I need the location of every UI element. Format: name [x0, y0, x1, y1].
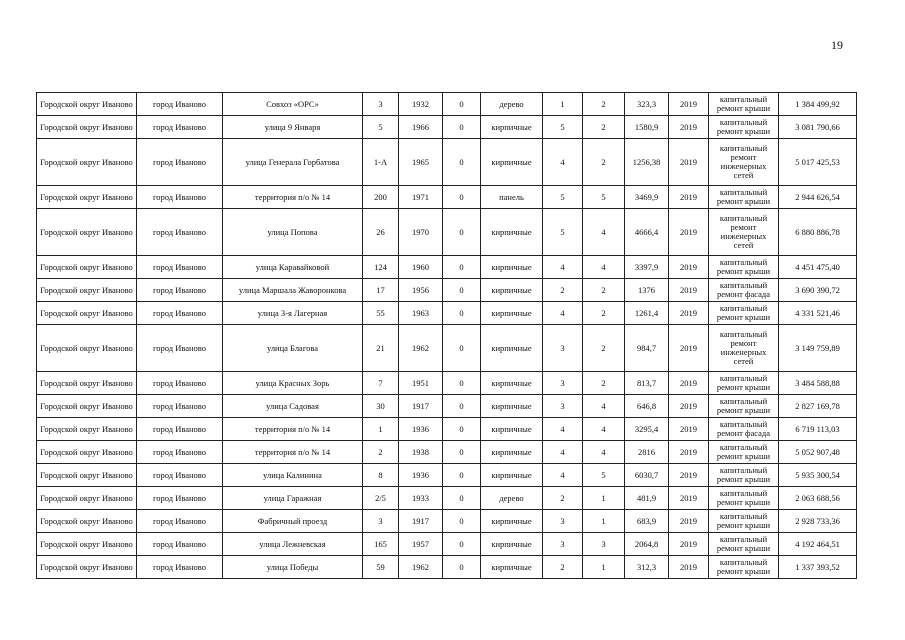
cell-wall-material: дерево [481, 93, 543, 116]
cell-plan-year: 2019 [669, 464, 709, 487]
cell-district: Городской округ Иваново [37, 533, 137, 556]
cell-work-type: капитальный ремонт инженерных сетей [709, 325, 779, 372]
cell-entrances: 5 [583, 186, 625, 209]
cell-entrances: 1 [583, 510, 625, 533]
cell-district: Городской округ Иваново [37, 464, 137, 487]
cell-plan-year: 2019 [669, 533, 709, 556]
cell-plan-year: 2019 [669, 279, 709, 302]
cell-city: город Иваново [137, 533, 223, 556]
cell-area: 3469,9 [625, 186, 669, 209]
cell-city: город Иваново [137, 139, 223, 186]
cell-floors: 5 [543, 186, 583, 209]
cell-last-overhaul-year: 0 [443, 372, 481, 395]
cell-house-number: 165 [363, 533, 399, 556]
cell-house-number: 30 [363, 395, 399, 418]
table-row [37, 533, 857, 556]
cell-work-type: капитальный ремонт крыши [709, 302, 779, 325]
cell-entrances: 4 [583, 441, 625, 464]
cell-build-year: 1932 [399, 93, 443, 116]
cell-cost: 6 719 113,03 [779, 418, 857, 441]
cell-plan-year: 2019 [669, 302, 709, 325]
cell-work-type: капитальный ремонт фасада [709, 418, 779, 441]
cell-floors: 4 [543, 441, 583, 464]
cell-district: Городской округ Иваново [37, 209, 137, 256]
table-row [37, 186, 857, 209]
cell-build-year: 1956 [399, 279, 443, 302]
cell-street: улица Красных Зорь [223, 372, 363, 395]
cell-area: 2816 [625, 441, 669, 464]
cell-house-number: 7 [363, 372, 399, 395]
cell-house-number: 59 [363, 556, 399, 579]
cell-work-type: капитальный ремонт крыши [709, 441, 779, 464]
cell-wall-material: дерево [481, 487, 543, 510]
cell-street: Фабричный проезд [223, 510, 363, 533]
cell-last-overhaul-year: 0 [443, 325, 481, 372]
cell-plan-year: 2019 [669, 510, 709, 533]
cell-wall-material: кирпичные [481, 116, 543, 139]
cell-floors: 4 [543, 464, 583, 487]
cell-plan-year: 2019 [669, 441, 709, 464]
cell-street: Совхоз «ОРС» [223, 93, 363, 116]
cell-build-year: 1960 [399, 256, 443, 279]
cell-wall-material: кирпичные [481, 418, 543, 441]
cell-area: 1376 [625, 279, 669, 302]
cell-house-number: 21 [363, 325, 399, 372]
cell-district: Городской округ Иваново [37, 186, 137, 209]
table-body [37, 93, 857, 579]
cell-house-number: 55 [363, 302, 399, 325]
cell-last-overhaul-year: 0 [443, 556, 481, 579]
cell-cost: 5 052 907,48 [779, 441, 857, 464]
cell-floors: 3 [543, 395, 583, 418]
cell-house-number: 26 [363, 209, 399, 256]
cell-last-overhaul-year: 0 [443, 510, 481, 533]
cell-floors: 5 [543, 209, 583, 256]
cell-cost: 2 944 626,54 [779, 186, 857, 209]
cell-work-type: капитальный ремонт крыши [709, 93, 779, 116]
cell-entrances: 4 [583, 395, 625, 418]
cell-wall-material: кирпичные [481, 510, 543, 533]
table-row [37, 139, 857, 186]
cell-area: 1256,38 [625, 139, 669, 186]
cell-street: улица Попова [223, 209, 363, 256]
cell-plan-year: 2019 [669, 395, 709, 418]
cell-city: город Иваново [137, 116, 223, 139]
cell-wall-material: кирпичные [481, 464, 543, 487]
cell-plan-year: 2019 [669, 418, 709, 441]
cell-cost: 2 063 688,56 [779, 487, 857, 510]
table-row [37, 209, 857, 256]
cell-cost: 2 928 733,36 [779, 510, 857, 533]
table-row [37, 441, 857, 464]
cell-wall-material: кирпичные [481, 302, 543, 325]
cell-build-year: 1917 [399, 510, 443, 533]
cell-house-number: 3 [363, 510, 399, 533]
cell-street: улица Каравайковой [223, 256, 363, 279]
cell-work-type: капитальный ремонт крыши [709, 372, 779, 395]
table-row [37, 418, 857, 441]
cell-entrances: 2 [583, 116, 625, 139]
cell-street: улица Благова [223, 325, 363, 372]
cell-district: Городской округ Иваново [37, 441, 137, 464]
cell-city: город Иваново [137, 256, 223, 279]
cell-district: Городской округ Иваново [37, 325, 137, 372]
cell-street: улица Лежневская [223, 533, 363, 556]
cell-build-year: 1933 [399, 487, 443, 510]
cell-district: Городской округ Иваново [37, 302, 137, 325]
cell-last-overhaul-year: 0 [443, 487, 481, 510]
cell-plan-year: 2019 [669, 93, 709, 116]
cell-build-year: 1936 [399, 464, 443, 487]
cell-street: территория п/о № 14 [223, 186, 363, 209]
cell-work-type: капитальный ремонт крыши [709, 487, 779, 510]
cell-entrances: 2 [583, 279, 625, 302]
cell-entrances: 2 [583, 93, 625, 116]
cell-plan-year: 2019 [669, 556, 709, 579]
cell-street: улица Генерала Горбатова [223, 139, 363, 186]
cell-cost: 5 935 300,54 [779, 464, 857, 487]
cell-floors: 2 [543, 556, 583, 579]
cell-last-overhaul-year: 0 [443, 186, 481, 209]
cell-house-number: 17 [363, 279, 399, 302]
cell-build-year: 1962 [399, 556, 443, 579]
cell-work-type: капитальный ремонт крыши [709, 510, 779, 533]
cell-work-type: капитальный ремонт инженерных сетей [709, 139, 779, 186]
cell-work-type: капитальный ремонт крыши [709, 556, 779, 579]
cell-house-number: 200 [363, 186, 399, 209]
cell-build-year: 1936 [399, 418, 443, 441]
table-row [37, 279, 857, 302]
cell-entrances: 4 [583, 418, 625, 441]
cell-district: Городской округ Иваново [37, 418, 137, 441]
cell-last-overhaul-year: 0 [443, 139, 481, 186]
table-row [37, 325, 857, 372]
cell-wall-material: панель [481, 186, 543, 209]
cell-wall-material: кирпичные [481, 139, 543, 186]
cell-plan-year: 2019 [669, 116, 709, 139]
cell-entrances: 3 [583, 533, 625, 556]
cell-floors: 2 [543, 279, 583, 302]
cell-district: Городской округ Иваново [37, 487, 137, 510]
cell-plan-year: 2019 [669, 256, 709, 279]
cell-city: город Иваново [137, 510, 223, 533]
cell-build-year: 1951 [399, 372, 443, 395]
cell-street: улица Калинина [223, 464, 363, 487]
cell-city: город Иваново [137, 93, 223, 116]
cell-floors: 1 [543, 93, 583, 116]
cell-last-overhaul-year: 0 [443, 302, 481, 325]
cell-plan-year: 2019 [669, 372, 709, 395]
cell-floors: 3 [543, 372, 583, 395]
cell-build-year: 1917 [399, 395, 443, 418]
cell-district: Городской округ Иваново [37, 139, 137, 186]
cell-area: 6030,7 [625, 464, 669, 487]
cell-street: улица 9 Января [223, 116, 363, 139]
cell-last-overhaul-year: 0 [443, 256, 481, 279]
cell-cost: 1 384 499,92 [779, 93, 857, 116]
cell-cost: 4 451 475,40 [779, 256, 857, 279]
cell-city: город Иваново [137, 372, 223, 395]
cell-city: город Иваново [137, 186, 223, 209]
cell-plan-year: 2019 [669, 325, 709, 372]
cell-house-number: 1 [363, 418, 399, 441]
cell-plan-year: 2019 [669, 139, 709, 186]
cell-city: город Иваново [137, 556, 223, 579]
cell-district: Городской округ Иваново [37, 395, 137, 418]
cell-house-number: 8 [363, 464, 399, 487]
cell-last-overhaul-year: 0 [443, 209, 481, 256]
housing-overhaul-table [36, 92, 857, 579]
cell-area: 312,3 [625, 556, 669, 579]
cell-wall-material: кирпичные [481, 556, 543, 579]
cell-floors: 5 [543, 116, 583, 139]
cell-district: Городской округ Иваново [37, 93, 137, 116]
cell-entrances: 1 [583, 487, 625, 510]
table-row [37, 372, 857, 395]
cell-entrances: 4 [583, 256, 625, 279]
cell-entrances: 2 [583, 302, 625, 325]
cell-area: 646,8 [625, 395, 669, 418]
cell-plan-year: 2019 [669, 487, 709, 510]
cell-last-overhaul-year: 0 [443, 116, 481, 139]
cell-city: город Иваново [137, 441, 223, 464]
cell-wall-material: кирпичные [481, 325, 543, 372]
cell-cost: 3 149 759,89 [779, 325, 857, 372]
cell-wall-material: кирпичные [481, 372, 543, 395]
cell-plan-year: 2019 [669, 186, 709, 209]
table-row [37, 256, 857, 279]
cell-district: Городской округ Иваново [37, 510, 137, 533]
cell-area: 1261,4 [625, 302, 669, 325]
cell-last-overhaul-year: 0 [443, 395, 481, 418]
cell-work-type: капитальный ремонт крыши [709, 256, 779, 279]
cell-cost: 3 484 588,88 [779, 372, 857, 395]
cell-build-year: 1971 [399, 186, 443, 209]
cell-street: улица Садовая [223, 395, 363, 418]
cell-area: 813,7 [625, 372, 669, 395]
cell-floors: 3 [543, 533, 583, 556]
cell-build-year: 1962 [399, 325, 443, 372]
cell-street: улица Победы [223, 556, 363, 579]
cell-cost: 1 337 393,52 [779, 556, 857, 579]
cell-work-type: капитальный ремонт крыши [709, 186, 779, 209]
cell-floors: 3 [543, 325, 583, 372]
cell-entrances: 1 [583, 556, 625, 579]
cell-work-type: капитальный ремонт крыши [709, 395, 779, 418]
cell-floors: 2 [543, 487, 583, 510]
cell-city: город Иваново [137, 302, 223, 325]
table-row [37, 510, 857, 533]
cell-district: Городской округ Иваново [37, 256, 137, 279]
cell-city: город Иваново [137, 487, 223, 510]
cell-entrances: 2 [583, 139, 625, 186]
cell-wall-material: кирпичные [481, 441, 543, 464]
cell-floors: 4 [543, 302, 583, 325]
cell-cost: 4 192 464,51 [779, 533, 857, 556]
cell-last-overhaul-year: 0 [443, 533, 481, 556]
cell-work-type: капитальный ремонт крыши [709, 464, 779, 487]
cell-district: Городской округ Иваново [37, 279, 137, 302]
cell-cost: 2 827 169,78 [779, 395, 857, 418]
cell-build-year: 1965 [399, 139, 443, 186]
table-row [37, 464, 857, 487]
cell-street: улица Гаражная [223, 487, 363, 510]
cell-build-year: 1970 [399, 209, 443, 256]
cell-cost: 5 017 425,53 [779, 139, 857, 186]
cell-district: Городской округ Иваново [37, 116, 137, 139]
table-row [37, 556, 857, 579]
cell-area: 481,9 [625, 487, 669, 510]
cell-build-year: 1966 [399, 116, 443, 139]
cell-cost: 3 081 790,66 [779, 116, 857, 139]
cell-district: Городской округ Иваново [37, 372, 137, 395]
cell-last-overhaul-year: 0 [443, 464, 481, 487]
cell-area: 323,3 [625, 93, 669, 116]
cell-build-year: 1963 [399, 302, 443, 325]
cell-wall-material: кирпичные [481, 256, 543, 279]
cell-street: улица 3-я Лагерная [223, 302, 363, 325]
cell-city: город Иваново [137, 418, 223, 441]
cell-floors: 3 [543, 510, 583, 533]
cell-house-number: 3 [363, 93, 399, 116]
cell-work-type: капитальный ремонт крыши [709, 116, 779, 139]
cell-cost: 4 331 521,46 [779, 302, 857, 325]
cell-area: 3295,4 [625, 418, 669, 441]
cell-area: 1580,9 [625, 116, 669, 139]
cell-last-overhaul-year: 0 [443, 418, 481, 441]
cell-house-number: 124 [363, 256, 399, 279]
cell-last-overhaul-year: 0 [443, 279, 481, 302]
cell-floors: 4 [543, 139, 583, 186]
cell-last-overhaul-year: 0 [443, 441, 481, 464]
cell-work-type: капитальный ремонт фасада [709, 279, 779, 302]
cell-area: 2064,8 [625, 533, 669, 556]
cell-city: город Иваново [137, 279, 223, 302]
cell-plan-year: 2019 [669, 209, 709, 256]
cell-street: территория п/о № 14 [223, 418, 363, 441]
cell-work-type: капитальный ремонт крыши [709, 533, 779, 556]
cell-entrances: 2 [583, 372, 625, 395]
table-row [37, 302, 857, 325]
table-row [37, 395, 857, 418]
cell-cost: 3 690 390,72 [779, 279, 857, 302]
cell-area: 4666,4 [625, 209, 669, 256]
cell-house-number: 2 [363, 441, 399, 464]
cell-house-number: 5 [363, 116, 399, 139]
cell-floors: 4 [543, 256, 583, 279]
cell-floors: 4 [543, 418, 583, 441]
cell-city: город Иваново [137, 209, 223, 256]
table-row [37, 116, 857, 139]
cell-city: город Иваново [137, 395, 223, 418]
table-row [37, 487, 857, 510]
cell-street: улица Маршала Жаворонкова [223, 279, 363, 302]
cell-wall-material: кирпичные [481, 533, 543, 556]
table-row [37, 93, 857, 116]
cell-wall-material: кирпичные [481, 279, 543, 302]
cell-build-year: 1957 [399, 533, 443, 556]
cell-wall-material: кирпичные [481, 209, 543, 256]
cell-city: город Иваново [137, 325, 223, 372]
cell-street: территория п/о № 14 [223, 441, 363, 464]
cell-cost: 6 880 886,78 [779, 209, 857, 256]
page-number: 19 [831, 38, 843, 52]
cell-area: 3397,9 [625, 256, 669, 279]
cell-wall-material: кирпичные [481, 395, 543, 418]
cell-entrances: 4 [583, 209, 625, 256]
cell-area: 984,7 [625, 325, 669, 372]
cell-entrances: 5 [583, 464, 625, 487]
cell-city: город Иваново [137, 464, 223, 487]
cell-work-type: капитальный ремонт инженерных сетей [709, 209, 779, 256]
cell-district: Городской округ Иваново [37, 556, 137, 579]
cell-area: 683,9 [625, 510, 669, 533]
cell-build-year: 1938 [399, 441, 443, 464]
cell-entrances: 2 [583, 325, 625, 372]
cell-house-number: 2/5 [363, 487, 399, 510]
cell-last-overhaul-year: 0 [443, 93, 481, 116]
cell-house-number: 1-А [363, 139, 399, 186]
